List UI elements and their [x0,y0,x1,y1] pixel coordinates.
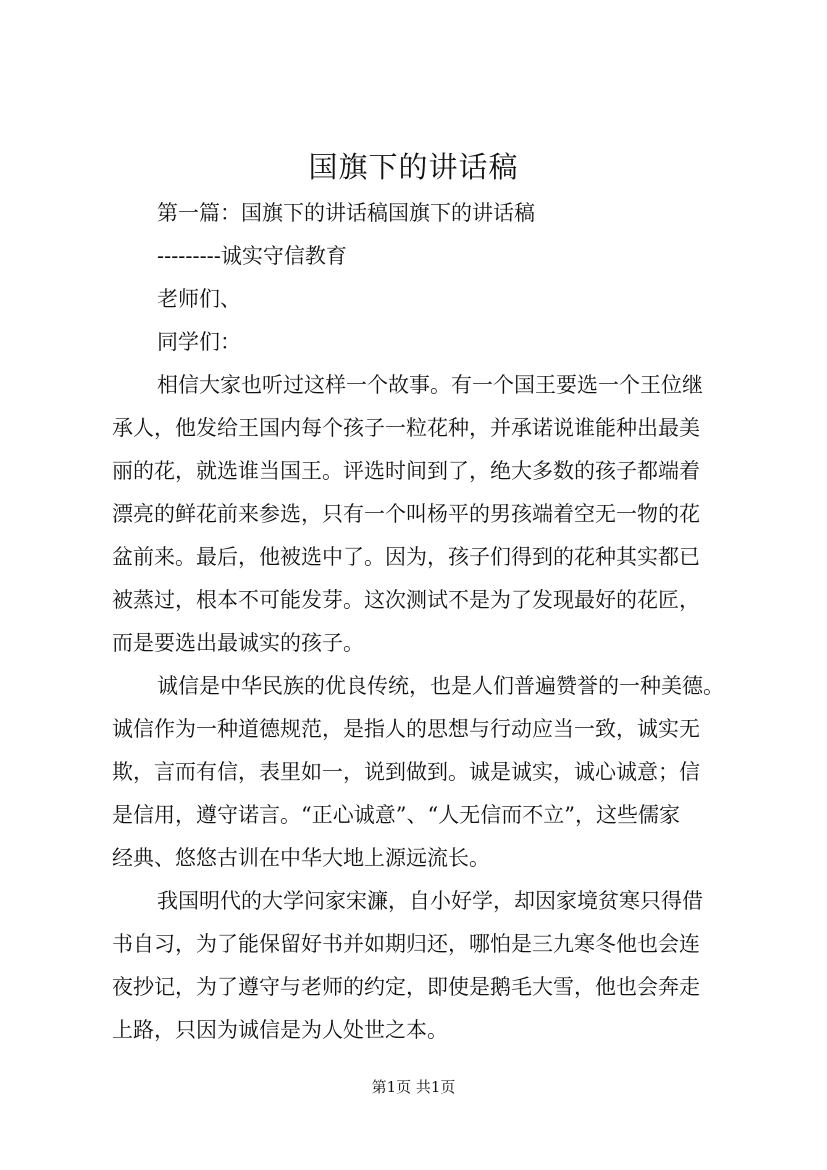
paragraph-2-line-1: 诚信是中华民族的优良传统，也是人们普遍赞誉的一种美德。 [157,674,724,698]
paragraph-3-line-4: 上路，只因为诚信是为人处世之本。 [112,1018,448,1042]
paragraph-2-line-2: 诚信作为一种道德规范，是指人的思想与行动应当一致，诚实无 [112,717,700,741]
paragraph-3-line-1: 我国明代的大学问家宋濂，自小好学，却因家境贫寒只得借 [157,889,703,913]
paragraph-1-line-7: 而是要选出最诚实的孩子。 [112,631,364,655]
paragraph-3-line-2: 书自习，为了能保留好书并如期归还，哪怕是三九寒冬他也会连 [112,932,700,956]
paragraph-3-line-3: 夜抄记，为了遵守与老师的约定，即使是鹅毛大雪，他也会奔走 [112,975,700,999]
salutation-teachers: 老师们、 [157,287,241,311]
paragraph-2-line-5: 经典、悠悠古训在中华大地上源远流长。 [112,846,490,870]
paragraph-1-line-4: 漂亮的鲜花前来参选，只有一个叫杨平的男孩端着空无一物的花 [112,502,700,526]
paragraph-1-line-6: 被蒸过，根本不可能发芽。这次测试不是为了发现最好的花匠， [112,588,700,612]
paragraph-1-line-3: 丽的花，就选谁当国王。评选时间到了，绝大多数的孩子都端着 [112,459,700,483]
document-body [112,192,744,1052]
paragraph-2-line-3: 欺，言而有信，表里如一，说到做到。诚是诚实，诚心诚意；信 [112,760,700,784]
paragraph-1-line-2: 承人，他发给王国内每个孩子一粒花种，并承诺说谁能种出最美 [112,416,700,440]
paragraph-1-line-5: 盆前来。最后，他被选中了。因为，孩子们得到的花种其实都已 [112,545,700,569]
paragraph-1-line-1: 相信大家也听过这样一个故事。有一个国王要选一个王位继 [157,373,703,397]
paragraph-2-line-4: 是信用，遵守诺言。“正心诚意”、“人无信而不立”，这些儒家 [112,803,680,827]
document-title: 国旗下的讲话稿 [308,150,519,184]
salutation-students: 同学们： [157,330,241,354]
section-heading: 第一篇：国旗下的讲话稿国旗下的讲话稿 [157,201,535,225]
page-number-footer: 第1页 共1页 [371,1078,456,1096]
subtitle-line: ---------诚实守信教育 [157,244,347,268]
